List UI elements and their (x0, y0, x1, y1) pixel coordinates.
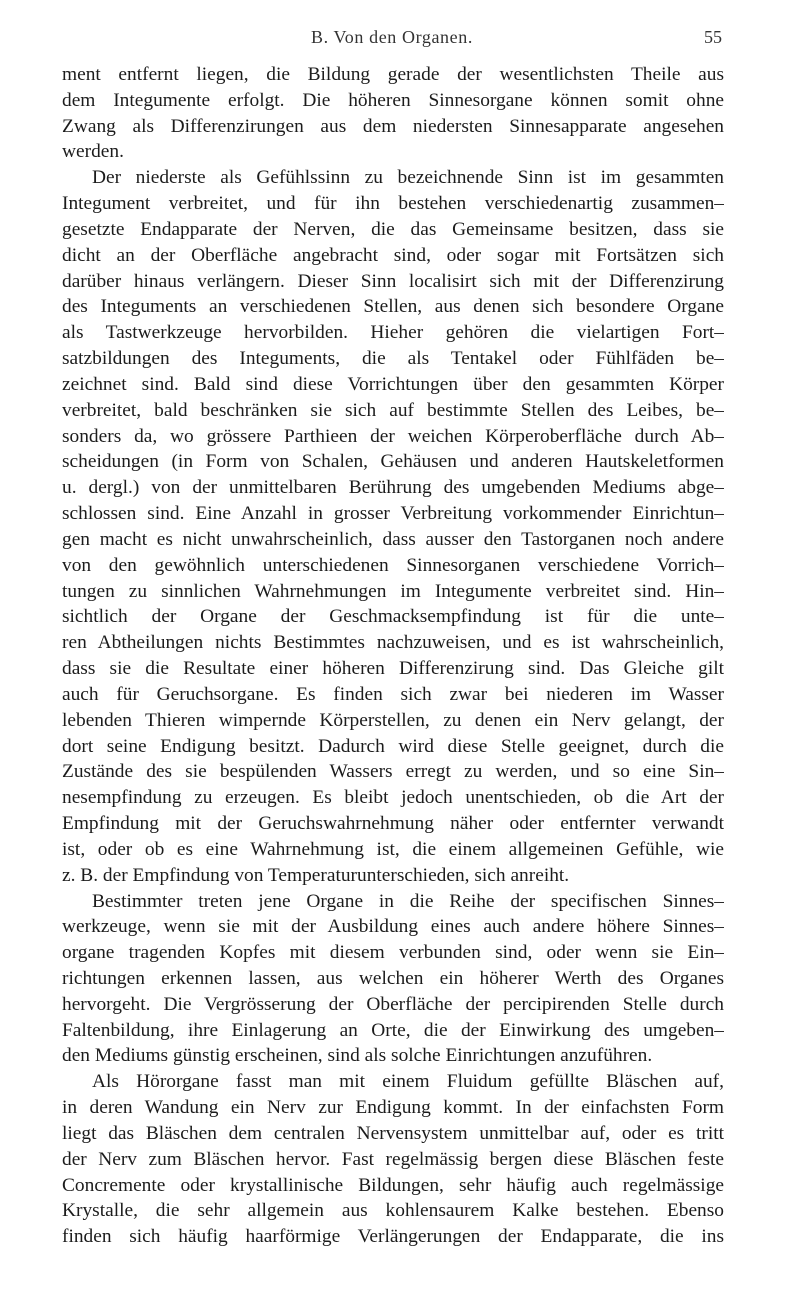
text-line: Bestimmter treten jene Organe in die Reihe der specifischen Sinnes– (92, 890, 724, 912)
text-line: richtungen erkennen lassen, aus welchen ein höherer Werth des Organes (62, 967, 724, 989)
text-line: Der niederste als Gefühlssinn zu bezeichnende Sinn ist im gesammten (92, 167, 724, 189)
page-number: 55 (704, 27, 722, 47)
text-line: auch für Geruchsorgane. Es finden sich zwar bei niederen im Wasser (62, 683, 724, 705)
text-line: gen macht es nicht unwahrscheinlich, dass ausser den Tastorganen noch andere (62, 528, 724, 550)
text-line: nesempfindung zu erzeugen. Es bleibt jedoch unentschieden, ob die Art der (62, 787, 724, 809)
text-line: dass sie die Resultate einer höheren Differenzirung sind. Das Gleiche gilt (62, 658, 724, 680)
text-line: des Integuments an verschiedenen Stellen, aus denen sich besondere Organe (62, 296, 724, 318)
text-line: dort seine Endigung besitzt. Dadurch wird diese Stelle geeignet, durch die (62, 735, 724, 757)
text-line: gesetzte Endapparate der Nerven, die das Gemeinsame besitzen, dass sie (62, 218, 724, 240)
text-line: Concremente oder krystallinische Bildungen, sehr häufig auch regelmässige (62, 1174, 724, 1196)
text-line: darüber hinaus verlängern. Dieser Sinn localisirt sich mit der Differenzirung (62, 270, 724, 292)
text-line: dem Integumente erfolgt. Die höheren Sinnesorgane können somit ohne (62, 89, 724, 111)
text-line: zeichnet sind. Bald sind diese Vorrichtungen über den gesammten Körper (62, 373, 724, 395)
text-line: werden. (62, 141, 124, 163)
text-line: organe tragenden Kopfes mit diesem verbunden sind, oder wenn sie Ein– (62, 942, 724, 964)
text-line: schlossen sind. Eine Anzahl in grosser Verbreitung vorkommender Einrichtun– (62, 503, 724, 525)
text-line: satzbildungen des Integuments, die als Tentakel oder Fühlfäden be– (62, 348, 724, 370)
text-line: finden sich häufig haarförmige Verlängerungen der Endapparate, die ins (62, 1226, 724, 1248)
text-line: als Tastwerkzeuge hervorbilden. Hieher gehören die vielartigen Fort– (62, 322, 724, 344)
text-line: werkzeuge, wenn sie mit der Ausbildung eines auch andere höhere Sinnes– (62, 916, 724, 938)
running-head-title: B. Von den Organen. (311, 27, 473, 47)
text-line: ment entfernt liegen, die Bildung gerade der wesentlichsten Theile aus (62, 64, 724, 85)
text-line: sichtlich der Organe der Geschmacksempfindung ist für die unte– (62, 606, 724, 628)
text-line: der Nerv zum Bläschen hervor. Fast regelmässig bergen diese Bläschen feste (62, 1148, 724, 1170)
text-line: liegt das Bläschen dem centralen Nervensystem unmittelbar auf, oder es tritt (62, 1122, 724, 1144)
text-line: Krystalle, die sehr allgemein aus kohlensaurem Kalke bestehen. Ebenso (62, 1200, 724, 1222)
text-line: den Mediums günstig erscheinen, sind als solche Einrichtungen anzuführen. (62, 1045, 653, 1067)
text-line: Integument verbreitet, und für ihn bestehen verschiedenartig zusammen– (62, 193, 724, 215)
text-line: verbreitet, bald beschränken sie sich auf bestimmte Stellen des Leibes, be– (62, 399, 724, 421)
text-line: in deren Wandung ein Nerv zur Endigung kommt. In der einfachsten Form (62, 1097, 724, 1119)
text-line: sonders da, wo grössere Parthieen der weichen Körperoberfläche durch Ab– (62, 425, 724, 447)
text-line: ren Abtheilungen nichts Bestimmtes nachzuweisen, und es ist wahrscheinlich, (62, 632, 724, 654)
text-line: Empfindung mit der Geruchswahrnehmung näher oder entfernter verwandt (62, 813, 724, 835)
body-text (62, 62, 724, 1250)
text-line: tungen zu sinnlichen Wahrnehmungen im Integumente verbreitet sind. Hin– (62, 580, 724, 602)
text-line: lebenden Thieren wimpernde Körperstellen, zu denen ein Nerv gelangt, der (62, 709, 724, 731)
text-line: hervorgeht. Die Vergrösserung der Oberfläche der percipirenden Stelle durch (62, 993, 724, 1015)
text-line: dicht an der Oberfläche angebracht sind, oder sogar mit Fortsätzen sich (62, 244, 724, 266)
text-line: ist, oder ob es eine Wahrnehmung ist, die einem allgemeinen Gefühle, wie (62, 838, 724, 860)
text-line: scheidungen (in Form von Schalen, Gehäusen und anderen Hautskeletformen (62, 451, 724, 473)
running-header (62, 27, 722, 51)
text-line: z. B. der Empfindung von Temperaturunterschieden, sich anreiht. (62, 864, 570, 886)
text-line: Faltenbildung, ihre Einlagerung an Orte, die der Einwirkung des umgeben– (62, 1019, 724, 1041)
text-line: Zwang als Differenzirungen aus dem niedersten Sinnesapparate angesehen (62, 115, 724, 137)
text-line: Zustände des sie bespülenden Wassers erregt zu werden, und so eine Sin– (62, 761, 724, 783)
text-line: u. dergl.) von der unmittelbaren Berührung des umgebenden Mediums abge– (62, 477, 724, 499)
text-line: von den gewöhnlich unterschiedenen Sinnesorganen verschiedene Vorrich– (62, 554, 724, 576)
text-line: Als Hörorgane fasst man mit einem Fluidum gefüllte Bläschen auf, (92, 1071, 724, 1093)
